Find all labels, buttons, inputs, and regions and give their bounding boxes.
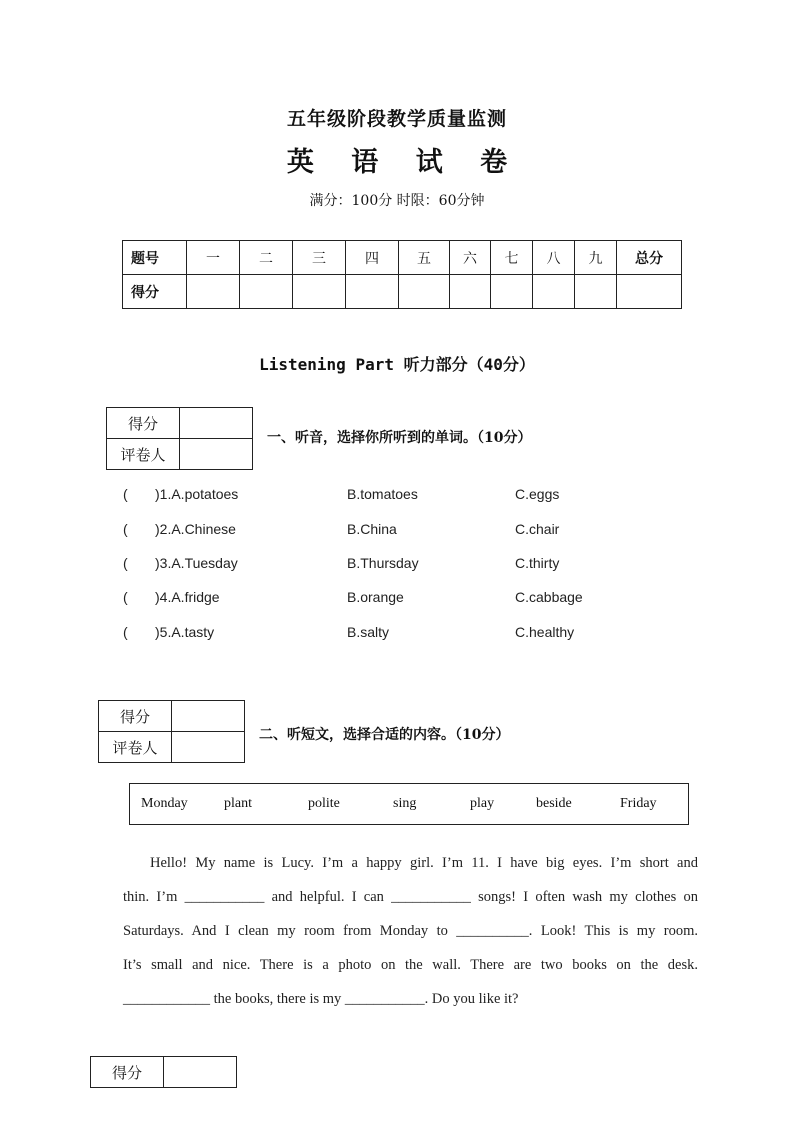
score-cell[interactable]: [491, 275, 533, 309]
score-table-col: 七: [491, 241, 533, 275]
grader-name-label: 评卷人: [99, 732, 172, 763]
score-cell[interactable]: [575, 275, 617, 309]
word-bank-item: plant: [224, 796, 252, 811]
score-table: [122, 240, 682, 309]
listening-part-heading: Listening Part 听力部分（40分）: [259, 355, 535, 374]
question-option-a: )5.A.tasty: [155, 624, 215, 640]
question-option-a: )3.A.Tuesday: [155, 555, 238, 571]
passage-line: ____________ the books, there is my ___________. Do you like it?: [123, 991, 519, 1007]
paper-title: 英 语 试 卷: [286, 147, 522, 178]
question-option-c: C.cabbage: [515, 589, 583, 605]
question-paren[interactable]: (: [123, 624, 128, 640]
question-option-c: C.healthy: [515, 624, 575, 640]
question-option-a: )4.A.fridge: [155, 589, 220, 605]
grader-box-section3: [90, 1056, 237, 1088]
grader-name-cell[interactable]: [172, 732, 245, 763]
passage-line: Hello! My name is Lucy. I’m a happy girl. I’m 11. I have big eyes. I’m short and: [150, 855, 698, 871]
score-table-col: 四: [346, 241, 399, 275]
score-table-score-row: [123, 275, 682, 309]
question-paren[interactable]: (: [123, 521, 128, 537]
question-option-b: B.Thursday: [347, 555, 419, 571]
word-bank: [129, 783, 689, 825]
score-cell[interactable]: [450, 275, 491, 309]
grader-box-section1: [106, 407, 253, 470]
passage-line: thin. I’m ___________ and helpful. I can ___________ songs! I often wash my clothes on: [123, 889, 698, 905]
word-bank-item: Friday: [620, 796, 657, 811]
score-table-col: 一: [187, 241, 240, 275]
score-table-row-label: 得分: [123, 275, 187, 309]
question-option-b: B.tomatoes: [347, 486, 418, 502]
score-cell[interactable]: [346, 275, 399, 309]
word-bank-item: play: [470, 796, 495, 811]
score-table-col: 八: [533, 241, 575, 275]
score-cell[interactable]: [399, 275, 450, 309]
score-table-col: 五: [399, 241, 450, 275]
grader-box-section2: [98, 700, 245, 763]
score-table-header-row: [123, 241, 682, 275]
score-table-col: 九: [575, 241, 617, 275]
word-bank-item: sing: [393, 796, 417, 811]
grader-name-label: 评卷人: [107, 439, 180, 470]
question-option-c: C.eggs: [515, 486, 560, 502]
score-cell[interactable]: [187, 275, 240, 309]
passage-line: Saturdays. And I clean my room from Monday to __________. Look! This is my room.: [123, 923, 698, 939]
question-option-b: B.salty: [347, 624, 390, 640]
score-table-col: 二: [240, 241, 293, 275]
score-cell[interactable]: [293, 275, 346, 309]
grader-score-label: 得分: [107, 408, 180, 439]
score-table-col: 三: [293, 241, 346, 275]
passage-line: It’s small and nice. There is a photo on the wall. There are two books on the desk.: [123, 957, 698, 973]
word-bank-item: Monday: [141, 796, 188, 811]
exam-header-title: 五年级阶段教学质量监测: [286, 108, 507, 130]
score-cell[interactable]: [533, 275, 575, 309]
grader-score-label: 得分: [91, 1057, 164, 1088]
grader-score-cell[interactable]: [180, 408, 253, 439]
section2-title: 二、听短文，选择合适的内容。（10分）: [259, 727, 510, 743]
grader-name-cell[interactable]: [180, 439, 253, 470]
grader-score-cell[interactable]: [164, 1057, 237, 1088]
score-cell[interactable]: [240, 275, 293, 309]
question-paren[interactable]: (: [123, 486, 128, 502]
grader-score-label: 得分: [99, 701, 172, 732]
score-table-row-label: 题号: [123, 241, 187, 275]
score-cell[interactable]: [617, 275, 682, 309]
section1-title: 一、听音，选择你所听到的单词。（10分）: [267, 430, 532, 446]
question-paren[interactable]: (: [123, 555, 128, 571]
question-option-a: )1.A.potatoes: [155, 486, 239, 502]
question-option-a: )2.A.Chinese: [155, 521, 236, 537]
score-table-col: 六: [450, 241, 491, 275]
question-paren[interactable]: (: [123, 589, 128, 605]
grader-score-cell[interactable]: [172, 701, 245, 732]
word-bank-item: beside: [536, 796, 572, 811]
score-info: 满分：100分 时限：60分钟: [309, 193, 485, 209]
question-option-c: C.chair: [515, 521, 560, 537]
question-option-b: B.orange: [347, 589, 404, 605]
score-table-col-total: 总分: [617, 241, 682, 275]
question-option-c: C.thirty: [515, 555, 560, 571]
question-option-b: B.China: [347, 521, 397, 537]
word-bank-item: polite: [308, 796, 340, 811]
